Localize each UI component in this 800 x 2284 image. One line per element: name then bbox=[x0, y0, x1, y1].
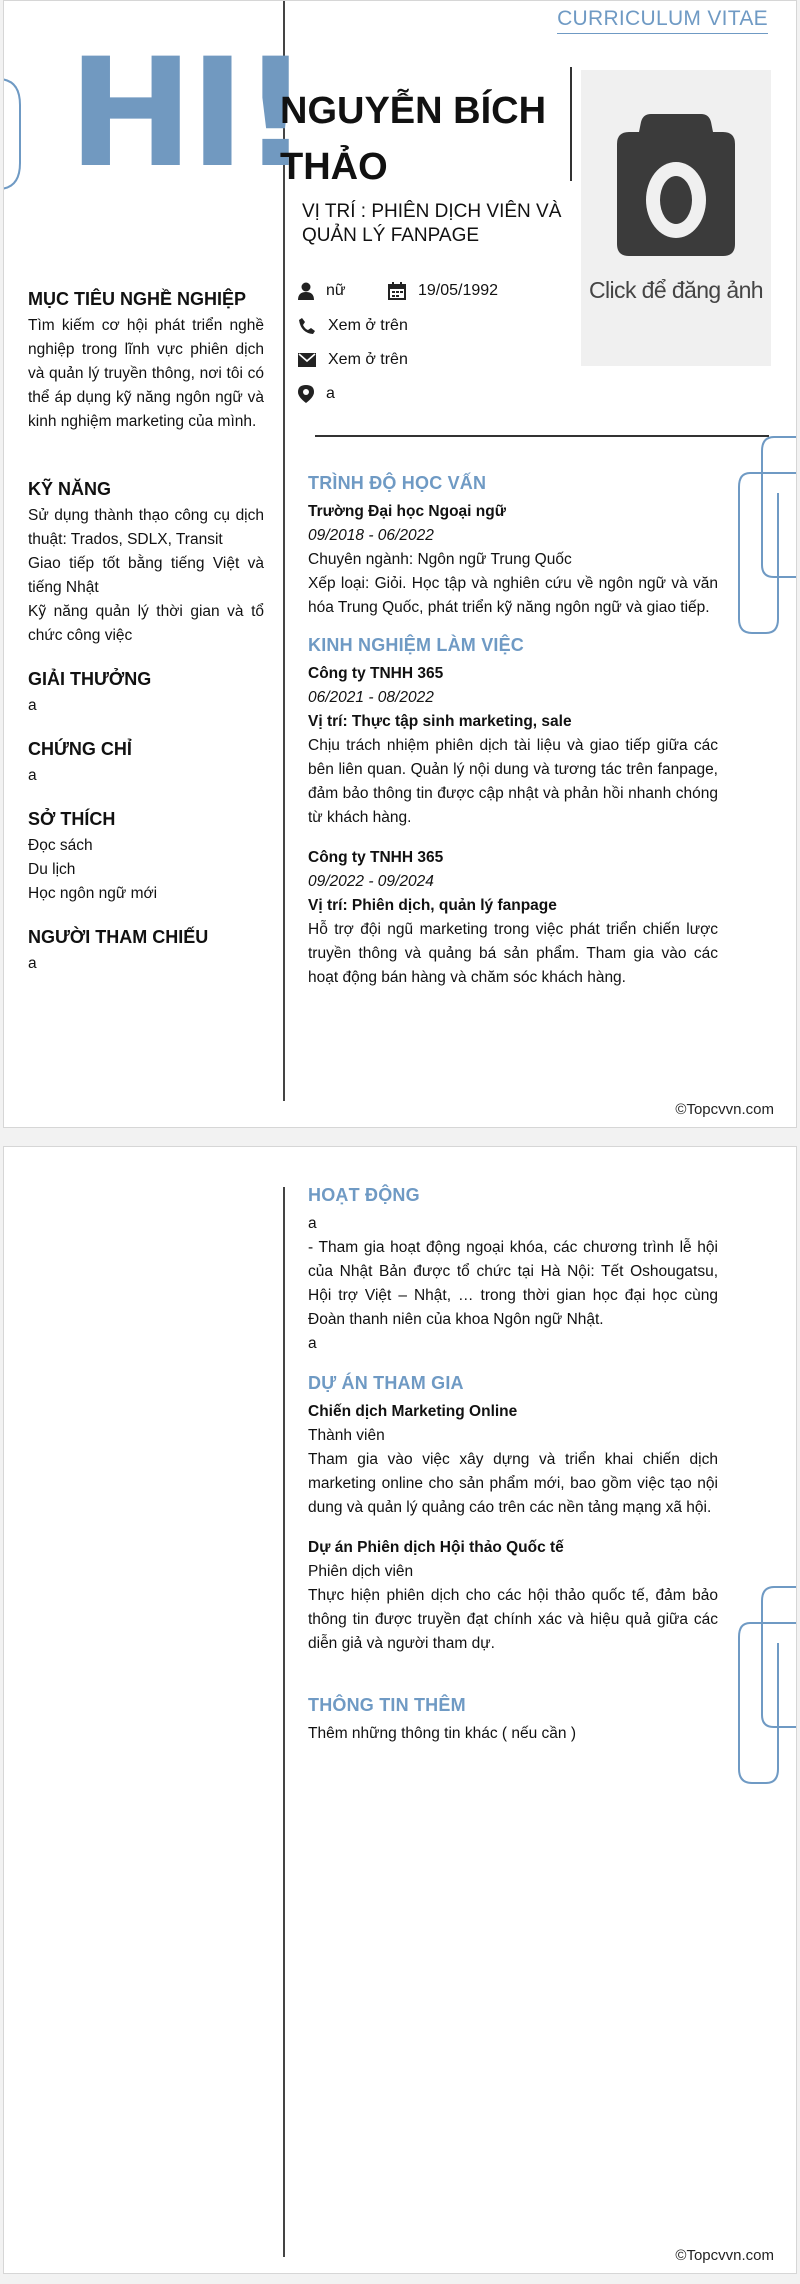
header-divider bbox=[315, 435, 769, 437]
address-field bbox=[298, 385, 335, 403]
project-role: Phiên dịch viên bbox=[308, 1563, 414, 1580]
birthday-value: 19/05/1992 bbox=[418, 282, 499, 299]
birthday-field bbox=[388, 282, 498, 300]
certificates-text: a bbox=[28, 767, 37, 784]
skill-item: Giao tiếp tốt bằng tiếng Việt và tiếng Nhật bbox=[28, 555, 264, 596]
project-entry bbox=[308, 1536, 718, 1656]
education-period: 09/2018 - 06/2022 bbox=[308, 527, 434, 544]
job-position: VỊ TRÍ : PHIÊN DỊCH VIÊN VÀ QUẢN LÝ FANPAGE bbox=[302, 201, 562, 246]
extra-info-text: Thêm những thông tin khác ( nếu cần ) bbox=[308, 1725, 577, 1742]
project-name: Dự án Phiên dịch Hội thảo Quốc tế bbox=[308, 1539, 564, 1556]
cv-page-1 bbox=[3, 0, 797, 1128]
gender-value: nữ bbox=[326, 282, 346, 299]
projects-section bbox=[308, 1373, 718, 1656]
job-role: Vị trí: Phiên dịch, quản lý fanpage bbox=[308, 897, 557, 914]
hi-greeting: HI! bbox=[68, 27, 306, 201]
job-company: Công ty TNHH 365 bbox=[308, 849, 444, 866]
hobby-item: Đọc sách bbox=[28, 837, 93, 854]
job-entry bbox=[308, 662, 718, 830]
paperclip-decoration-left bbox=[3, 75, 28, 193]
footer-copyright: ©Topcvvn.com bbox=[675, 2247, 774, 2264]
activities-line: a bbox=[308, 1335, 317, 1352]
extra-info-section bbox=[308, 1695, 718, 1746]
job-role: Vị trí: Thực tập sinh marketing, sale bbox=[308, 713, 572, 730]
job-period: 09/2022 - 09/2024 bbox=[308, 873, 434, 890]
project-role: Thành viên bbox=[308, 1427, 385, 1444]
project-entry bbox=[308, 1400, 718, 1520]
career-objective-section bbox=[28, 289, 264, 434]
activities-line: a bbox=[308, 1215, 317, 1232]
cv-page-2 bbox=[3, 1146, 797, 2274]
references-section bbox=[28, 927, 264, 976]
job-company: Công ty TNHH 365 bbox=[308, 665, 444, 682]
address-value: a bbox=[326, 385, 335, 402]
education-major: Chuyên ngành: Ngôn ngữ Trung Quốc bbox=[308, 551, 572, 568]
hobby-item: Học ngôn ngữ mới bbox=[28, 885, 158, 902]
email-field bbox=[298, 351, 408, 369]
projects-heading: DỰ ÁN THAM GIA bbox=[308, 1373, 464, 1393]
candidate-name: NGUYỄN BÍCH THẢO bbox=[280, 90, 547, 188]
hobbies-section bbox=[28, 809, 264, 906]
camera-icon bbox=[617, 114, 735, 256]
career-objective-text: Tìm kiếm cơ hội phát triển nghề nghiệp trong lĩnh vực phiên dịch và quản lý truyền thông, nơi tôi có thể áp dụng kỹ năng ngôn ngữ và kinh nghiệm marketing của mình. bbox=[28, 317, 264, 430]
person-icon bbox=[298, 282, 314, 300]
skills-section bbox=[28, 479, 264, 648]
skill-item: Sử dụng thành thạo công cụ dịch thuật: Trados, SDLX, Transit bbox=[28, 507, 264, 548]
experience-section bbox=[308, 635, 718, 990]
project-description: Thực hiện phiên dịch cho các hội thảo quốc tế, đảm bảo thông tin được truyền đạt chính xác và hiệu quả giữa các diễn giả và người tham dự. bbox=[308, 1587, 718, 1652]
job-description: Chịu trách nhiệm phiên dịch tài liệu và giao tiếp giữa các bên liên quan. Quản lý nội dung và tương tác trên fanpage, đảm bảo thông tin được cập nhật và phản hồi nhanh chóng từ khách hàng. bbox=[308, 737, 718, 826]
experience-heading: KINH NGHIỆM LÀM VIỆC bbox=[308, 635, 525, 655]
activities-section bbox=[308, 1185, 718, 1356]
footer-copyright: ©Topcvvn.com bbox=[675, 1101, 774, 1118]
job-description: Hỗ trợ đội ngũ marketing trong việc phát triển chiến lược truyền thông và quảng bá sản phẩm. Tham gia vào các hoạt động bán hàng và chăm sóc khách hàng. bbox=[308, 921, 718, 986]
gender-field bbox=[298, 282, 346, 300]
calendar-icon bbox=[388, 282, 406, 300]
awards-section bbox=[28, 669, 264, 718]
education-heading: TRÌNH ĐỘ HỌC VẤN bbox=[308, 473, 487, 493]
column-divider-line bbox=[283, 1187, 285, 2257]
skills-heading: KỸ NĂNG bbox=[28, 479, 112, 499]
career-objective-heading: MỤC TIÊU NGHỀ NGHIỆP bbox=[28, 289, 247, 309]
email-value: Xem ở trên bbox=[328, 351, 408, 368]
references-heading: NGƯỜI THAM CHIẾU bbox=[28, 927, 209, 947]
education-section bbox=[308, 473, 718, 620]
project-description: Tham gia vào việc xây dựng và triển khai chiến dịch marketing online cho sản phẩm mới, bao gồm việc tạo nội dung và quản lý quảng cáo trên các nền tảng mạng xã hội. bbox=[308, 1451, 718, 1516]
job-entry bbox=[308, 846, 718, 990]
awards-heading: GIẢI THƯỞNG bbox=[28, 669, 152, 689]
photo-upload[interactable] bbox=[581, 70, 771, 366]
photo-upload-label: Click để đăng ảnh bbox=[589, 277, 763, 303]
paperclip-decoration-right bbox=[736, 1583, 797, 1789]
phone-icon bbox=[298, 317, 316, 335]
awards-text: a bbox=[28, 697, 37, 714]
education-detail: Xếp loại: Giỏi. Học tập và nghiên cứu về ngôn ngữ và văn hóa Trung Quốc, phát triển kỹ năng ngôn ngữ và giao tiếp. bbox=[308, 575, 718, 616]
references-text: a bbox=[28, 955, 37, 972]
phone-value: Xem ở trên bbox=[328, 317, 408, 334]
extra-info-heading: THÔNG TIN THÊM bbox=[308, 1695, 466, 1715]
email-icon bbox=[298, 353, 316, 367]
location-pin-icon bbox=[298, 385, 314, 403]
hobby-item: Du lịch bbox=[28, 861, 76, 878]
hobbies-heading: SỞ THÍCH bbox=[28, 809, 116, 829]
school-name: Trường Đại học Ngoại ngữ bbox=[308, 503, 506, 520]
job-period: 06/2021 - 08/2022 bbox=[308, 689, 434, 706]
activities-heading: HOẠT ĐỘNG bbox=[308, 1185, 420, 1205]
name-divider bbox=[570, 67, 572, 181]
skill-item: Kỹ năng quản lý thời gian và tổ chức công việc bbox=[28, 603, 264, 644]
certificates-heading: CHỨNG CHỈ bbox=[28, 739, 132, 759]
activities-text: - Tham gia hoạt động ngoại khóa, các chương trình lễ hội của Nhật Bản được tổ chức tại Hà Nội: Tết Oshougatsu, Hội trợ Việt – Nhật, … trong thời gian học đại học cùng Đoàn thanh niên của khoa Ngôn ngữ Nhật. bbox=[308, 1239, 718, 1328]
phone-field bbox=[298, 317, 408, 335]
curriculum-vitae-label: CURRICULUM VITAE bbox=[557, 7, 768, 34]
paperclip-decoration-right bbox=[736, 433, 797, 639]
project-name: Chiến dịch Marketing Online bbox=[308, 1403, 518, 1420]
certificates-section bbox=[28, 739, 264, 788]
